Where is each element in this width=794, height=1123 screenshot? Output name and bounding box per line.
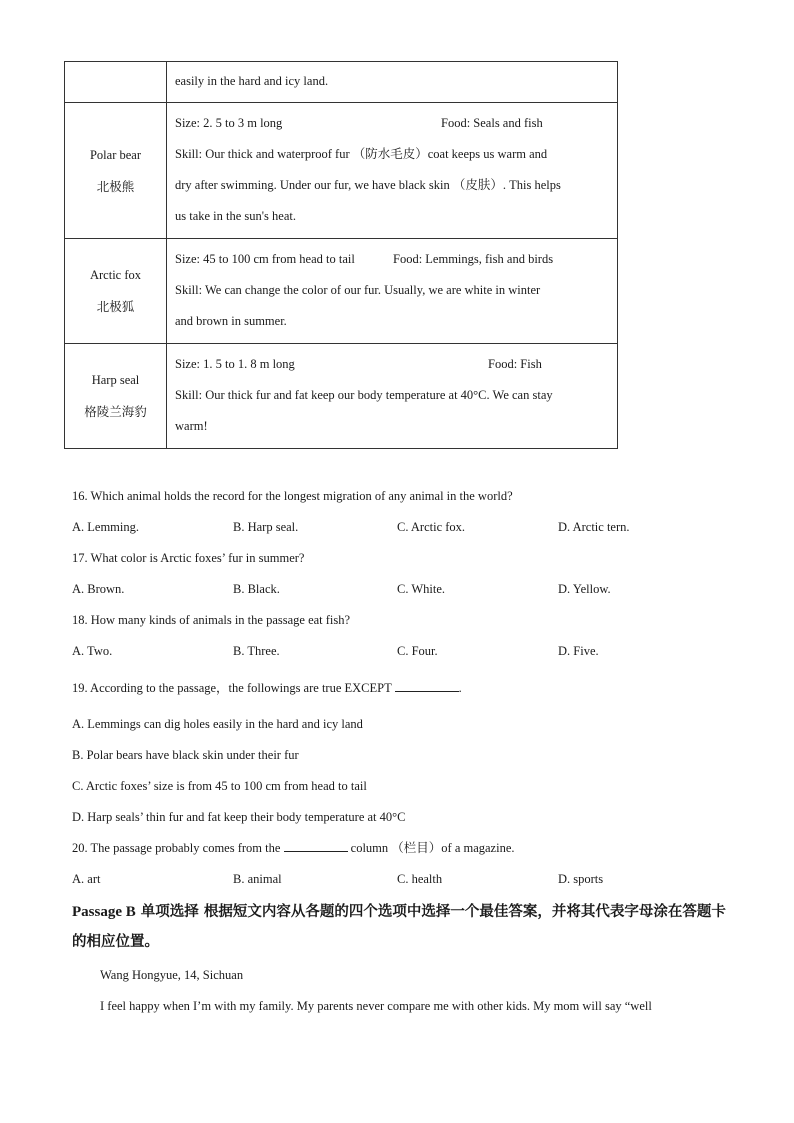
animal-info-cell	[167, 103, 618, 239]
option-d: D. Five.	[558, 644, 599, 658]
question-19-end: .	[458, 681, 462, 695]
question-19	[72, 667, 732, 709]
option-b: B. Harp seal.	[233, 520, 299, 534]
size-food-line	[175, 108, 609, 139]
question-20-text: 20. The passage probably comes from the	[72, 841, 281, 855]
table-row	[65, 239, 618, 344]
animal-name-en: Arctic fox	[89, 268, 142, 282]
animal-info-cell	[167, 344, 618, 449]
option-b: B. animal	[233, 872, 282, 886]
table-row	[65, 344, 618, 449]
options-20	[72, 864, 732, 895]
options-18	[72, 636, 732, 667]
size-text: Size: 45 to 100 cm from head to tail	[175, 252, 355, 266]
options-16	[72, 512, 732, 543]
food-text: Food: Seals and fish	[441, 116, 543, 130]
animal-name-cn: 北极熊	[96, 178, 135, 194]
size-food-line	[175, 349, 609, 380]
size-food-line	[175, 244, 609, 275]
option-a: A. Brown.	[72, 582, 125, 596]
skill-line: Skill: We can change the color of our fur. Usually, we are white in winter	[175, 283, 541, 297]
size-text: Size: 1. 5 to 1. 8 m long	[175, 357, 295, 371]
statement-d: D. Harp seals’ thin fur and fat keep their body temperature at 40°C	[72, 810, 406, 824]
answer-blank	[395, 677, 459, 692]
animal-name-cell	[65, 344, 167, 449]
food-text: Food: Lemmings, fish and birds	[393, 252, 554, 266]
passage-b-instruction: 单项选择 根据短文内容从各题的四个选项中选择一个最佳答案，并将其代表字母涂在答题卡的相应位置。	[72, 904, 726, 950]
skill-line: warm!	[175, 419, 208, 433]
option-b: B. Three.	[233, 644, 280, 658]
passage-b-label: Passage B	[72, 904, 136, 920]
animal-name-en: Harp seal	[91, 373, 140, 387]
option-c: C. White.	[397, 582, 446, 596]
size-text: Size: 2. 5 to 3 m long	[175, 116, 283, 130]
food-text: Food: Fish	[488, 357, 542, 371]
option-d: D. Yellow.	[558, 582, 611, 596]
option-c: C. health	[397, 872, 443, 886]
animal-info-cell	[167, 239, 618, 344]
skill-line: dry after swimming. Under our fur, we have black skin （皮肤）. This helps	[175, 178, 561, 192]
option-d: D. Arctic tern.	[558, 520, 630, 534]
animal-name-cell	[65, 239, 167, 344]
option-c: C. Arctic fox.	[397, 520, 466, 534]
option-a: A. art	[72, 872, 101, 886]
passage-author: Wang Hongyue, 14, Sichuan	[100, 968, 244, 982]
skill-line: and brown in summer.	[175, 314, 287, 328]
passage-b-heading	[72, 897, 732, 957]
option-b: B. Black.	[233, 582, 280, 596]
animal-info-table	[64, 61, 618, 449]
option-d: D. sports	[558, 872, 604, 886]
answer-blank	[284, 837, 348, 852]
animal-name-cn: 北极狐	[96, 299, 135, 314]
question-18: 18. How many kinds of animals in the passage eat fish?	[72, 613, 351, 627]
animal-name-en: Polar bear	[89, 147, 142, 162]
animal-name-cell	[65, 103, 167, 239]
skill-line: us take in the sun's heat.	[175, 209, 296, 223]
skill-line: easily in the hard and icy land.	[175, 74, 329, 88]
question-20	[72, 833, 732, 864]
question-19-text: 19. According to the passage，the followings are true EXCEPT	[72, 681, 392, 695]
statement-c: C. Arctic foxes’ size is from 45 to 100 cm from head to tail	[72, 779, 367, 793]
animal-info-cell	[167, 62, 618, 103]
table-row	[65, 103, 618, 239]
option-a: A. Two.	[72, 644, 113, 658]
skill-line: Skill: Our thick and waterproof fur （防水毛皮）coat keeps us warm and	[175, 147, 548, 161]
option-c: C. Four.	[397, 644, 438, 658]
statement-b: B. Polar bears have black skin under their fur	[72, 748, 299, 762]
table-row	[65, 62, 618, 103]
questions-section	[72, 481, 732, 895]
question-20-end: column （栏目）of a magazine.	[350, 841, 515, 855]
options-17	[72, 574, 732, 605]
passage-first-line: I feel happy when I’m with my family. My parents never compare me with other kids. My mom will say “well	[100, 999, 652, 1013]
question-17: 17. What color is Arctic foxes’ fur in summer?	[72, 551, 305, 565]
question-16: 16. Which animal holds the record for the longest migration of any animal in the world?	[72, 489, 513, 503]
statement-a: A. Lemmings can dig holes easily in the hard and icy land	[72, 717, 363, 731]
skill-line: Skill: Our thick fur and fat keep our body temperature at 40°C. We can stay	[175, 388, 553, 402]
animal-name-cell	[65, 62, 167, 103]
option-a: A. Lemming.	[72, 520, 140, 534]
animal-name-cn: 格陵兰海豹	[84, 404, 147, 419]
